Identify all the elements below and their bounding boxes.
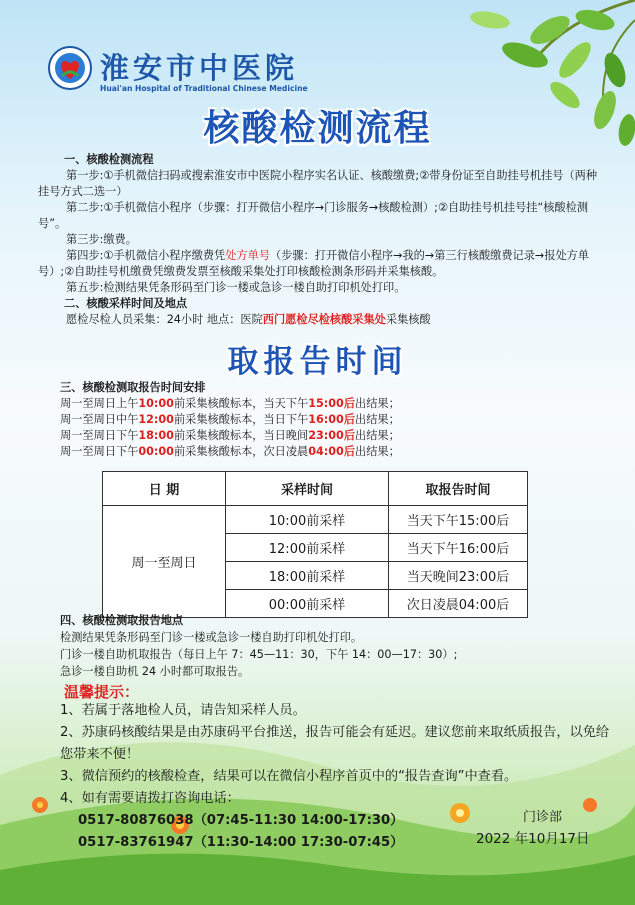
phone-number: 0517-83761947（11:30-14:00 17:30-07:45） [78,835,404,850]
schedule-time: 23:00后 [308,429,356,442]
schedule-text: 出结果； [355,429,400,442]
report-time-title: 取报告时间 [227,344,408,380]
schedule-time: 18:00 [138,429,174,442]
schedule-line [60,412,600,428]
tip-item: 4、如有需要请拨打咨询电话： [60,791,240,806]
column-header: 取报告时间 [389,472,528,506]
report-time-table [102,471,528,618]
section1-heading: 一、核酸检测流程 [64,153,154,166]
step-4 [38,248,608,280]
sampling-text-b: 采集核酸 [385,313,431,326]
date-cell: 周一至周日 [103,506,226,618]
step-5: 第五步:检测结果凭条形码至门诊一楼或急诊一楼自助打印机处打印。 [66,281,406,294]
schedule-text: 周一至周日下午 [60,445,139,458]
step-4-text-a: 第四步:①手机微信小程序缴费凭 [66,249,226,262]
schedule-section [60,380,600,460]
section2-heading: 二、核酸采样时间及地点 [64,297,188,310]
schedule-text: 出结果； [355,445,400,458]
step-4-text-b: （步骤：打开微信小程序→我的→第三行核酸缴费记录→报处方单号）;②自助挂号机缴费凭缴费发票至核酸采集处打印核酸检测条形码并采集核酸。 [38,249,590,278]
section4-heading: 四、核酸检测取报告地点 [60,614,184,627]
sample-time-cell: 18:00前采样 [226,562,389,590]
tip-item: 1、若属于落地检人员，请告知采样人员。 [60,703,306,718]
sample-time-cell: 10:00前采样 [226,506,389,534]
tips-title: 温馨提示： [64,683,140,701]
schedule-line [60,396,600,412]
schedule-text: 周一至周日下午 [60,429,139,442]
column-header: 日 期 [103,472,226,506]
table-row [103,506,528,534]
report-time-cell: 当天下午16:00后 [389,534,528,562]
sampling-info [38,312,608,328]
sampling-location: 西门愿检尽检核酸采集处 [262,313,386,326]
schedule-time: 04:00后 [308,445,356,458]
schedule-time: 15:00后 [308,397,356,410]
column-header: 采样时间 [226,472,389,506]
schedule-text: 前采集核酸标本，次日凌晨 [173,445,309,458]
sample-time-cell: 00:00前采样 [226,590,389,618]
schedule-time: 10:00 [138,397,174,410]
schedule-time: 16:00后 [308,413,356,426]
schedule-text: 前采集核酸标本，当天下午 [173,397,309,410]
hospital-name-en: Huai'an Hospital of Traditional Chinese Medicine [100,84,308,93]
phone-number: 0517-80876038（07:45-11:30 14:00-17:30） [78,813,404,828]
step-3: 第三步:缴费。 [66,233,137,246]
procedure-section [38,152,608,328]
report-time-cell: 当天下午15:00后 [389,506,528,534]
step-4-highlight: 处方单号 [225,249,271,262]
schedule-time: 00:00 [138,445,174,458]
location-line: 检测结果凭条形码至门诊一楼或急诊一楼自助打印机处打印。 [60,631,363,644]
issue-date: 2022 年10月17日 [476,831,590,847]
step-2: 第二步:①手机微信小程序（步骤：打开微信小程序→门诊服务→核酸检测）;②自助挂号机挂号挂“核酸检测号”。 [38,201,589,230]
schedule-text: 出结果； [355,413,400,426]
schedule-text: 出结果； [355,397,400,410]
sample-time-cell: 12:00前采样 [226,534,389,562]
hospital-logo-icon [48,46,92,90]
report-time-cell: 当天晚间23:00后 [389,562,528,590]
location-line: 门诊一楼自助机取报告（每日上午 7：45—11：30，下午 14：00—17：30）; [60,648,458,661]
location-line: 急诊一楼自助机 24 小时都可取报告。 [60,665,250,678]
schedule-text: 前采集核酸标本，当日晚间 [173,429,309,442]
section3-heading: 三、核酸检测取报告时间安排 [60,381,206,394]
pickup-location-section [60,612,620,680]
step-1: 第一步:①手机微信扫码或搜索淮安市中医院小程序实名认证、核酸缴费;②带身份证至自助挂号机挂号（两种挂号方式二选一） [38,169,598,198]
hospital-name: 淮安市中医院 [100,51,299,85]
department-signature: 门诊部 [523,810,563,825]
schedule-text: 前采集核酸标本，当日下午 [173,413,309,426]
report-time-cell: 次日凌晨04:00后 [389,590,528,618]
schedule-line [60,428,600,444]
schedule-text: 周一至周日上午 [60,397,139,410]
schedule-text: 周一至周日中午 [60,413,139,426]
schedule-line [60,444,600,460]
schedule-time: 12:00 [138,413,174,426]
table-header-row [103,472,528,506]
page-title: 核酸检测流程 [203,108,432,149]
tip-item: 3、微信预约的核酸检查，结果可以在微信小程序首页中的“报告查询”中查看。 [60,769,518,784]
sampling-text-a: 愿检尽检人员采集：24小时 地点：医院 [66,313,263,326]
tip-item: 2、苏康码核酸结果是由苏康码平台推送，报告可能会有延迟。建议您前来取纸质报告，以免给您带来不便！ [60,725,610,762]
